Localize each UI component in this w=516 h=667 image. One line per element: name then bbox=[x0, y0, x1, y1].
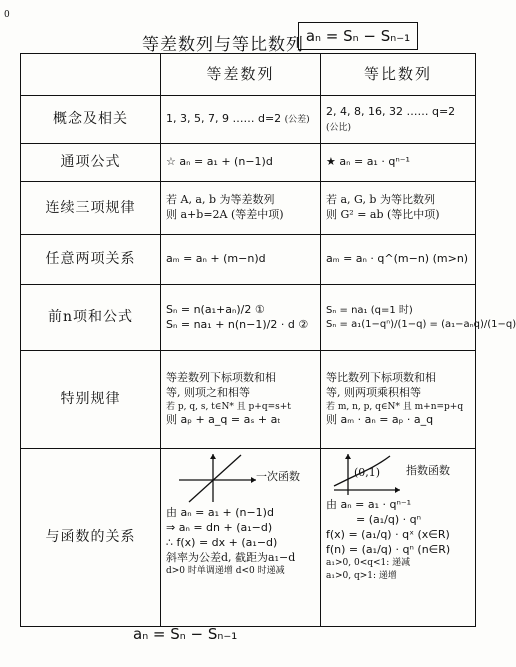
geo-func-line-4: f(n) = (a₁/q) · qⁿ (n∈R) bbox=[326, 542, 451, 556]
arith-sum-line-2: Sₙ = na₁ + n(n−1)/2 · d ② bbox=[166, 317, 309, 331]
comparison-table bbox=[20, 53, 516, 627]
cell-geo-three-terms bbox=[321, 182, 476, 235]
page-title: 等差数列与等比数列 bbox=[142, 35, 304, 55]
cell-arith-general: ☆ aₙ = a₁ + (n−1)d bbox=[161, 144, 321, 182]
arith-special-line-2: 等, 则项之和相等 bbox=[166, 386, 250, 399]
title-formula-box: aₙ = Sₙ − Sₙ₋₁ bbox=[298, 22, 418, 50]
geo-special-line-3: 若 m, n, p, q∈N* 且 m+n=p+q bbox=[326, 401, 464, 412]
row-three-terms bbox=[21, 182, 476, 235]
row-label-three-terms: 连续三项规律 bbox=[21, 182, 161, 235]
arith-sum-line-1: Sₙ = n(a₁+aₙ)/2 ① bbox=[166, 302, 265, 316]
linear-graph-label: 一次函数 bbox=[256, 470, 300, 483]
geo-func-line-2: = (a₁/q) · qⁿ bbox=[356, 512, 421, 526]
cell-arith-concept bbox=[161, 96, 321, 144]
geo-func-line-3: f(x) = (a₁/q) · qˣ (x∈R) bbox=[326, 527, 450, 541]
row-sum bbox=[21, 285, 476, 351]
row-concept bbox=[21, 96, 476, 144]
geo-special-line-1: 等比数列下标项数和相 bbox=[326, 371, 436, 385]
arith-three-line-2: 则 a+b=2A (等差中项) bbox=[166, 208, 284, 221]
arith-special-line-4: 则 aₚ + a_q = aₛ + aₜ bbox=[166, 412, 281, 426]
geo-sum-line-1: Sₙ = na₁ (q=1 时) bbox=[326, 305, 413, 316]
arith-special-line-3: 若 p, q, s, t∈N* 且 p+q=s+t bbox=[166, 401, 291, 412]
row-label-special: 特别规律 bbox=[21, 351, 161, 449]
geo-sum-line-2: Sₙ = a₁(1−qⁿ)/(1−q) = (a₁−aₙq)/(1−q) bbox=[326, 318, 516, 330]
arith-func-line-4: 斜率为公差d, 截距为a₁−d bbox=[166, 550, 296, 564]
header-geometric: 等比数列 bbox=[321, 54, 476, 96]
cell-geo-two-terms: aₘ = aₙ · q^(m−n) (m>n) bbox=[321, 235, 476, 285]
cell-arith-function bbox=[161, 449, 321, 627]
geo-func-line-5: a₁>0, 0<q<1: 递减 bbox=[326, 558, 411, 569]
geo-func-line-1: 由 aₙ = a₁ · qⁿ⁻¹ bbox=[326, 498, 412, 511]
cell-arith-two-terms: aₘ = aₙ + (m−n)d bbox=[161, 235, 321, 285]
geo-three-line-2: 则 G² = ab (等比中项) bbox=[326, 208, 440, 221]
geo-special-line-4: 则 aₘ · aₙ = aₚ · a_q bbox=[326, 412, 434, 426]
geo-special-line-2: 等, 则两项乘积相等 bbox=[326, 386, 421, 399]
cell-arith-three-terms bbox=[161, 182, 321, 235]
header-row bbox=[21, 54, 476, 96]
row-two-terms bbox=[21, 235, 476, 285]
geo-q-note: (公比) bbox=[326, 122, 352, 133]
cell-geo-function bbox=[321, 449, 476, 627]
cell-arith-sum bbox=[161, 285, 321, 351]
row-function bbox=[21, 449, 476, 627]
arith-example: 1, 3, 5, 7, 9 …… bbox=[166, 112, 255, 126]
row-label-concept: 概念及相关 bbox=[21, 96, 161, 144]
row-label-sum: 前n项和公式 bbox=[21, 285, 161, 351]
exponential-graph-label: 指数函数 bbox=[406, 464, 450, 477]
arith-func-line-3: ∴ f(x) = dx + (a₁−d) bbox=[166, 535, 278, 549]
cell-geo-general: ★ aₙ = a₁ · qⁿ⁻¹ bbox=[321, 144, 476, 182]
arith-d: d=2 bbox=[257, 112, 282, 126]
arith-func-line-2: ⇒ aₙ = dn + (a₁−d) bbox=[166, 520, 273, 534]
row-general bbox=[21, 144, 476, 182]
geo-q: q=2 bbox=[431, 104, 456, 118]
arith-special-line-1: 等差数列下标项数和相 bbox=[166, 371, 276, 385]
arith-d-note: (公差) bbox=[284, 115, 310, 126]
row-label-function: 与函数的关系 bbox=[21, 449, 161, 627]
geo-example: 2, 4, 8, 16, 32 …… bbox=[326, 104, 429, 118]
header-corner bbox=[21, 54, 161, 96]
row-label-two-terms: 任意两项关系 bbox=[21, 235, 161, 285]
bottom-formula: aₙ = Sₙ − Sₙ₋₁ bbox=[133, 625, 238, 643]
cell-arith-special bbox=[161, 351, 321, 449]
arith-func-line-1: 由 aₙ = a₁ + (n−1)d bbox=[166, 506, 274, 519]
geo-three-line-1: 若 a, G, b 为等比数列 bbox=[326, 193, 435, 207]
cell-geo-special bbox=[321, 351, 476, 449]
row-special bbox=[21, 351, 476, 449]
geo-func-line-6: a₁>0, q>1: 递增 bbox=[326, 570, 397, 581]
header-arithmetic: 等差数列 bbox=[161, 54, 321, 96]
row-label-general: 通项公式 bbox=[21, 144, 161, 182]
arith-func-line-5: d>0 时单调递增 d<0 时递减 bbox=[166, 566, 285, 577]
exponential-graph bbox=[326, 452, 470, 496]
cell-geo-sum bbox=[321, 285, 516, 351]
linear-graph bbox=[166, 452, 315, 504]
exponential-graph-point: (0,1) bbox=[354, 466, 381, 479]
arith-three-line-1: 若 A, a, b 为等差数列 bbox=[166, 193, 275, 207]
page-mark: 0 bbox=[4, 10, 10, 20]
cell-geo-concept bbox=[321, 96, 476, 144]
